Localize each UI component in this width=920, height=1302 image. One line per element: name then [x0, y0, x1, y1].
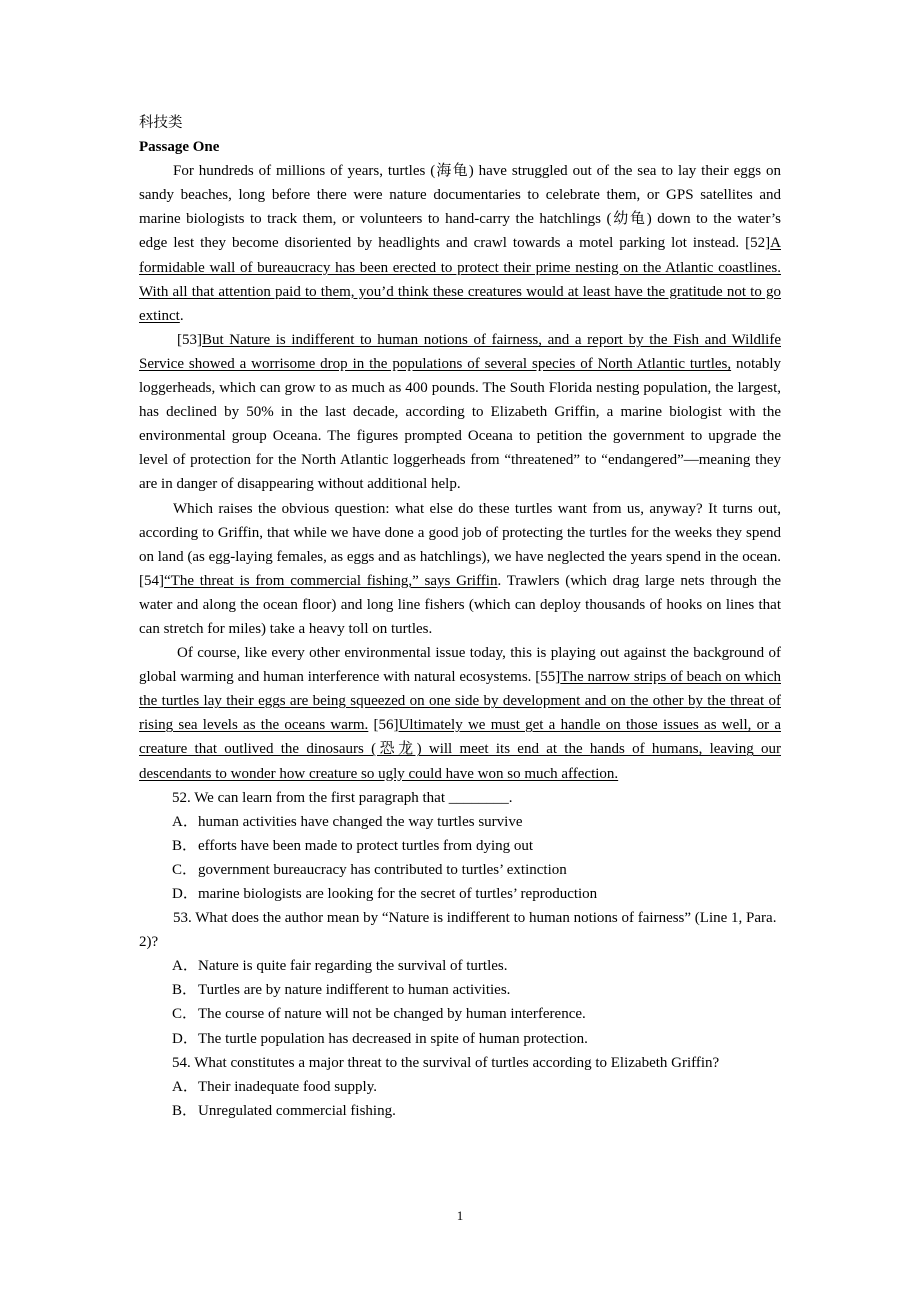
- option-letter: B．: [172, 982, 198, 999]
- option-text: human activities have changed the way turtles survive: [198, 813, 523, 830]
- text-segment: . Trawlers (which drag large nets through the water and along the ocean floor) and long line fishers (which can deploy thousands of hooks on lines that can stretch for miles) take a heavy toll on turtles.: [139, 572, 782, 637]
- option-letter: B．: [172, 1102, 198, 1119]
- underlined-segment-55: The narrow strips of beach on which the turtles lay their eggs are being squeezed on one side by development and on the other by the threat of rising sea levels as the oceans warm.: [139, 669, 781, 734]
- option-letter: B．: [172, 837, 198, 854]
- option-text: marine biologists are looking for the secret of turtles’ reproduction: [198, 886, 598, 902]
- paragraph-2: [139, 328, 781, 497]
- option-letter: D．: [172, 1030, 198, 1047]
- text-segment: Which raises the obvious question: what else do these turtles want from us, anyway? It turns out, according to Griffin, that while we have done a good job of protecting the turtles for the weeks they spend on land (as egg-laying females, as eggs and as hatchlings), we have neglected the years spend in the ocean. [54]: [139, 500, 781, 589]
- document-page: [139, 111, 781, 1123]
- option-text: Turtles are by nature indifferent to human activities.: [198, 982, 511, 999]
- option-c: [139, 1002, 781, 1026]
- paragraph-3: [139, 497, 781, 642]
- option-b: [139, 978, 781, 1002]
- text-segment: Of course, like every other environmental issue today, this is playing out against the background of global warming and human interference with natural ecosystems. [55]: [139, 645, 781, 686]
- question-54: [139, 1051, 781, 1123]
- underlined-segment-56: Ultimately we must get a handle on those issues as well, or a creature that outlived the dinosaurs (恐龙) will meet its end at the hands of humans, leaving our descendants to wonder how creature so ugly could have won so much affection.: [139, 717, 781, 782]
- text-segment: [56]: [368, 717, 399, 734]
- question-53: [139, 906, 781, 1051]
- underlined-segment-53: But Nature is indifferent to human notions of fairness, and a report by the Fish and Wildlife Service showed a worrisome drop in the populations of several species of North Atlantic turtles,: [139, 331, 781, 372]
- option-text: efforts have been made to protect turtles from dying out: [198, 837, 534, 854]
- option-letter: A．: [172, 958, 198, 975]
- option-a: [139, 954, 781, 978]
- option-b: [139, 834, 781, 858]
- question-stem: 52. We can learn from the first paragraph that ________.: [172, 789, 513, 806]
- option-text: The course of nature will not be changed by human interference.: [198, 1006, 586, 1023]
- option-text: government bureaucracy has contributed to turtles’ extinction: [198, 861, 567, 878]
- section-label: 科技类: [139, 115, 183, 131]
- option-b: [139, 1099, 781, 1123]
- option-a: [139, 1075, 781, 1099]
- question-stem: 54. What constitutes a major threat to the survival of turtles according to Elizabeth Griffin?: [172, 1054, 720, 1071]
- option-text: The turtle population has decreased in spite of human protection.: [198, 1030, 588, 1047]
- text-segment: .: [179, 307, 184, 324]
- option-a: [139, 810, 781, 834]
- underlined-segment-52: A formidable wall of bureaucracy has been erected to protect their prime nesting on the Atlantic coastlines. With all that attention paid to them, you’d think these creatures would at least have the gratitude not to go extinct: [139, 235, 781, 324]
- option-d: [139, 1027, 781, 1051]
- question-52: [139, 786, 781, 906]
- page-number: 1: [456, 1208, 464, 1223]
- paragraph-4: [139, 641, 781, 786]
- option-letter: A．: [172, 813, 198, 830]
- text-segment: [53]: [177, 331, 202, 348]
- option-d: [139, 882, 781, 906]
- option-letter: C．: [172, 861, 198, 878]
- paragraph-1: [139, 159, 781, 328]
- text-segment: notably loggerheads, which can grow to as much as 400 pounds. The South Florida nesting population, the largest, has declined by 50% in the last decade, according to Elizabeth Griffin, a marine biologist with the environmental group Oceana. The figures prompted Oceana to petition the government to upgrade the level of protection for the North Atlantic loggerheads from “threatened” to “endangered”—meaning they are in danger of disappearing without additional help.: [139, 355, 781, 493]
- option-text: Nature is quite fair regarding the survival of turtles.: [198, 958, 508, 975]
- option-c: [139, 858, 781, 882]
- option-letter: C．: [172, 1006, 198, 1023]
- question-stem: 53. What does the author mean by “Nature is indifferent to human notions of fairness” (Line 1, Para. 2)?: [139, 910, 777, 951]
- option-letter: D．: [172, 886, 198, 902]
- passage-title: Passage One: [139, 139, 220, 156]
- option-text: Unregulated commercial fishing.: [198, 1102, 396, 1119]
- underlined-segment-54: “The threat is from commercial fishing,” says Griffin: [164, 572, 498, 589]
- text-segment: For hundreds of millions of years, turtles (海龟) have struggled out of the sea to lay their eggs on sandy beaches, long before there were nature documentaries to celebrate them, or GPS satellites and marine biologists to track them, or volunteers to hand-carry the hatchlings (幼龟) down to the water’s edge lest they become disoriented by headlights and crawl towards a motel parking lot instead. [52]: [139, 163, 781, 252]
- option-letter: A．: [172, 1078, 198, 1095]
- option-text: Their inadequate food supply.: [198, 1078, 377, 1095]
